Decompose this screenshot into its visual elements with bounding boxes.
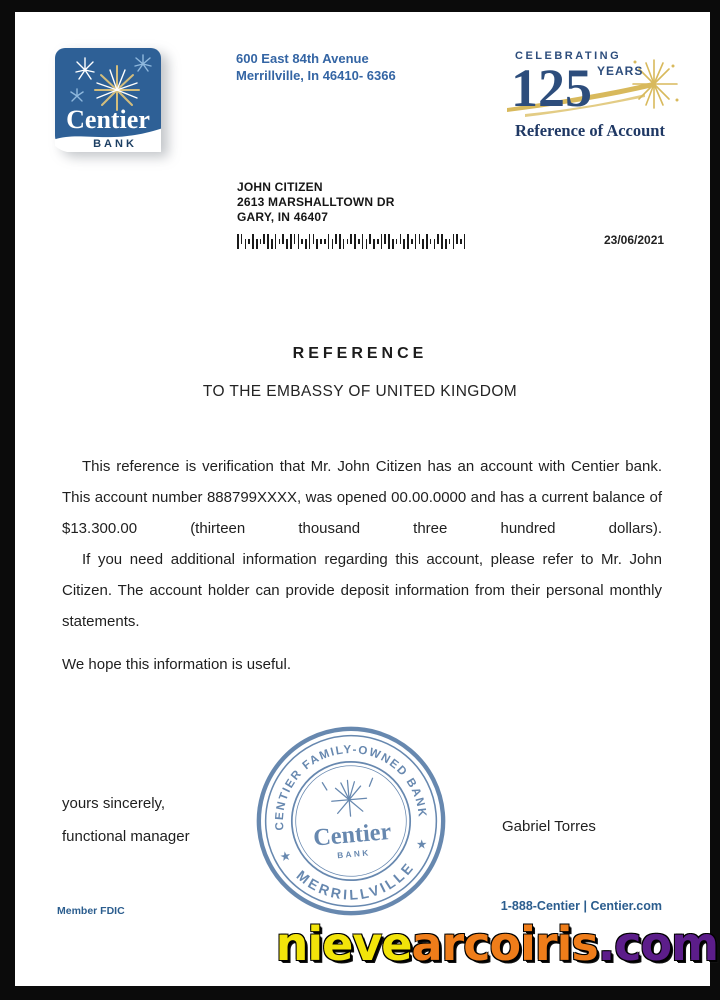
stamp-bottom-text: MERRILLVILLE — [293, 858, 418, 903]
closing-note: We hope this information is useful. — [62, 656, 292, 673]
valediction-block — [62, 787, 190, 853]
centier-logo-wordmark: Centier — [66, 105, 150, 134]
anniversary-graphic — [505, 44, 687, 120]
member-fdic-label: Member FDIC — [57, 905, 125, 917]
stamp-center-name: Centier — [312, 817, 393, 852]
anniversary-emblem — [505, 44, 687, 120]
valediction: yours sincerely, — [62, 795, 166, 812]
bank-contact-info: 1-888-Centier | Centier.com — [500, 899, 662, 913]
signer-title: functional manager — [62, 828, 190, 845]
recipient-city: GARY, IN 46407 — [237, 210, 329, 224]
centier-logo-graphic — [55, 48, 161, 152]
bank-stamp — [246, 716, 456, 926]
bank-address-line1: 600 East 84th Avenue — [236, 51, 369, 66]
years-label: YEARS — [597, 64, 644, 78]
paragraph-2: If you need additional information regarding this account, please refer to Mr. John Citizen. The account holder can provide deposit information from their personal monthly statements. — [62, 551, 662, 630]
centier-logo-bank-label: BANK — [93, 138, 137, 150]
svg-text:★ — [276, 848, 295, 865]
recipient-address-block — [237, 180, 395, 225]
watermark-part1: nieve — [275, 917, 412, 971]
stamp-star-right-icon: ★ — [413, 836, 431, 853]
document-type-title: Reference of Account — [515, 121, 665, 140]
anniversary-number: 125 — [511, 58, 592, 118]
stamp-graphic — [246, 716, 456, 926]
recipient-street: 2613 MARSHALLTOWN DR — [237, 195, 395, 209]
watermark-part2: arcoiris — [411, 917, 598, 971]
letter-title: REFERENCE — [292, 345, 428, 362]
recipient-name: JOHN CITIZEN — [237, 180, 323, 194]
letter-body — [62, 451, 662, 680]
svg-text:★ — [412, 836, 431, 853]
signer-name: Gabriel Torres — [502, 818, 596, 835]
stamp-top-text: CENTIER FAMILY-OWNED BANK — [272, 742, 429, 831]
watermark-part3: .com — [597, 917, 718, 971]
bank-address — [236, 50, 396, 84]
stamp-star-left-icon: ★ — [276, 848, 295, 865]
paragraph-1: This reference is verification that Mr. John Citizen has an account with Centier bank. This account number 888799XXXX, was opened 00.00.0000 and has a current balance of $13.300.00 (thirteen thousand three hundred dollars). — [62, 458, 662, 537]
centier-bank-logo — [55, 48, 161, 152]
bank-address-line2: Merrillville, In 46410- 6366 — [236, 68, 396, 83]
celebrating-label: CELEBRATING — [515, 50, 622, 62]
stamp-center-bank-label: BANK — [336, 848, 371, 861]
letter-subtitle: TO THE EMBASSY OF UNITED KINGDOM — [202, 383, 518, 400]
postal-barcode — [237, 234, 477, 249]
stamp-fireworks-icon — [322, 778, 375, 818]
letter-date: 23/06/2021 — [604, 233, 665, 247]
site-watermark — [276, 917, 718, 971]
